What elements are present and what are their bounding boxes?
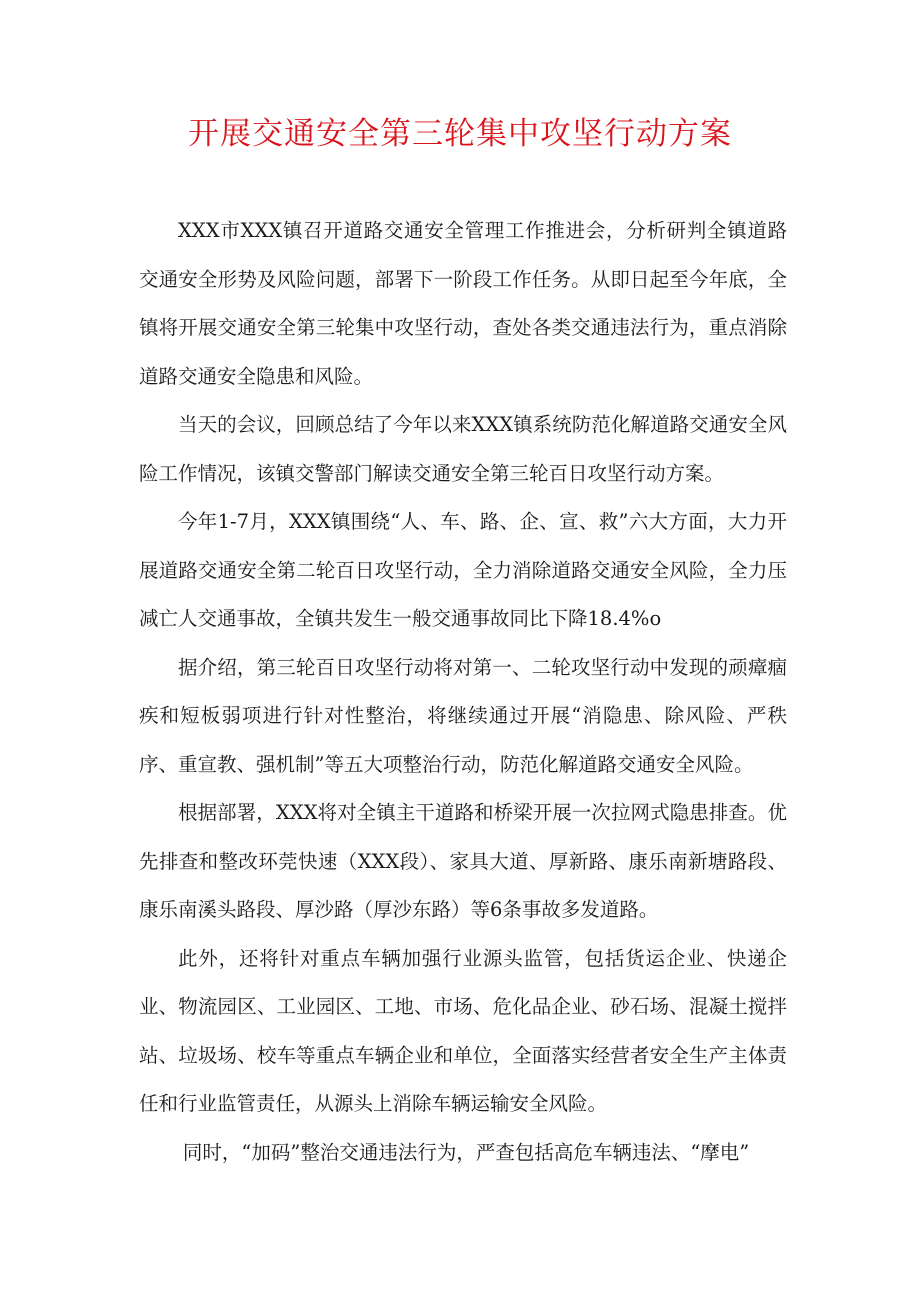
paragraph-third-round: 据介绍，第三轮百日攻坚行动将对第一、二轮攻坚行动中发现的顽瘴痼疾和短板弱项进行针对性整治，将继续通过开展“消隐患、除风险、严秩序、重宣教、强机制”等五大项整治行动，防范化解道路交通安全风险。 <box>139 655 787 776</box>
paragraph-statistics: 今年1-7月，XXX镇围绕“人、车、路、企、宣、救”六大方面，大力开展道路交通安全第二轮百日攻坚行动，全力消除道路交通安全风险，全力压减亡人交通事故，全镇共发生一般交通事故同比下降18.4%o <box>139 510 787 630</box>
document-title: 开展交通安全第三轮集中攻坚行动方案 <box>188 116 732 152</box>
paragraph-vehicle-supervision: 此外，还将针对重点车辆加强行业源头监管，包括货运企业、快递企业、物流园区、工业园区、工地、市场、危化品企业、砂石场、混凝土搅拌站、垃圾场、校车等重点车辆企业和单位，全面落实经营者安全生产主体责任和行业监管责任，从源头上消除车辆运输安全风险。 <box>139 946 787 1115</box>
paragraph-violations: 同时，“加码”整治交通违法行为，严查包括高危车辆违法、“摩电” <box>182 1140 750 1164</box>
paragraph-review: 当天的会议，回顾总结了今年以来XXX镇系统防范化解道路交通安全风险工作情况，该镇交警部门解读交通安全第三轮百日攻坚行动方案。 <box>139 413 787 485</box>
paragraph-meeting: XXX市XXX镇召开道路交通安全管理工作推进会，分析研判全镇道路交通安全形势及风险问题，部署下一阶段工作任务。从即日起至今年底，全镇将开展交通安全第三轮集中攻坚行动，查处各类交通违法行为，重点消除道路交通安全隐患和风险。 <box>139 219 787 388</box>
paragraph-road-inspection: 根据部署，XXX将对全镇主干道路和桥梁开展一次拉网式隐患排查。优先排查和整改环莞快速（XXX段）、家具大道、厚新路、康乐南新塘路段、康乐南溪头路段、厚沙路（厚沙东路）等6条事故多发道路。 <box>139 801 787 921</box>
document-body <box>139 207 787 1177</box>
